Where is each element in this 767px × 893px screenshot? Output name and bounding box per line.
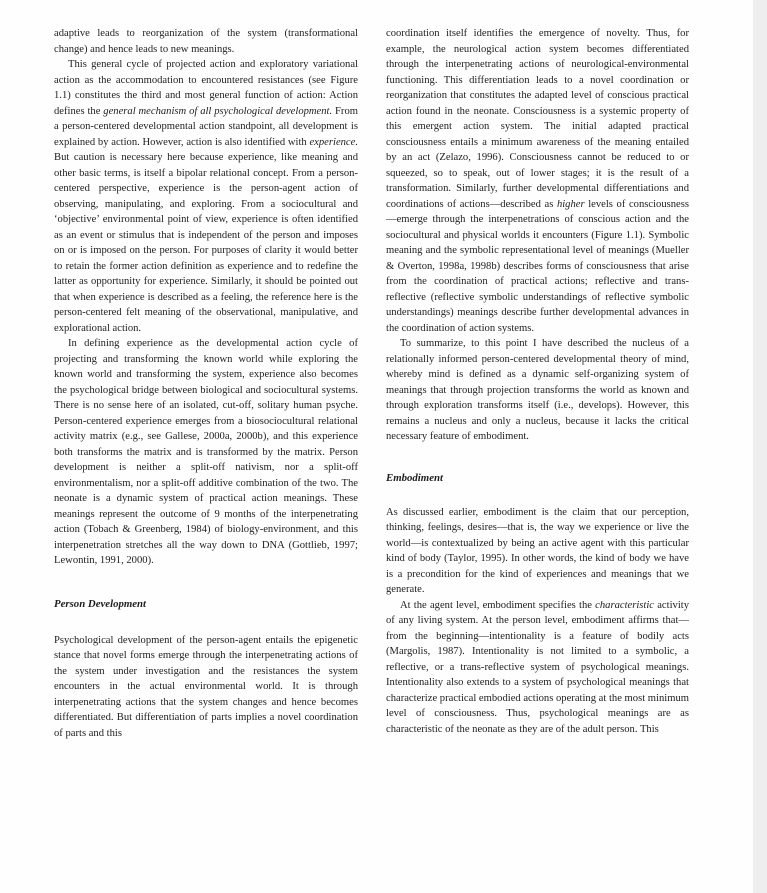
paragraph: To summarize, to this point I have described the nucleus of a relationally informed person-centered developmental theory of mind, whereby mind is defined as a dynamic self-organizing system of meanings that through projection transforms the world as known and through exploration transforms itself (i.e., develops). However, this remains a nucleus and only a nucleus, because it lacks the critical necessary feature of embodiment. [386,338,689,442]
paragraph [54,57,358,336]
paragraph: In defining experience as the developmental action cycle of projecting and transforming the known world while exploring the known world and transforming the system, experience also becomes the psychological bridge between biological and sociocultural systems. There is no sense here of an isolated, cut-off, solitary human psyche. Person-centered experience emerges from a biosociocultural relational activity matrix (e.g., see Gallese, 2000a, 2000b), and this experience both transforms the matrix and is transformed by the matrix. Person development is neither a split-off nativism, nor a split-off environmentalism, nor a split-off additive combination of the two. The neonate is a dynamic system of practical action meanings. These meanings represent the outcome of 9 months of the interpenetrating action (Tobach & Greenberg, 1984) of biology-environment, and this interpenetration stretches all the way down to DNA (Gottlieb, 1997; Lewontin, 1991, 2000). [54,338,358,566]
paragraph: adaptive leads to reorganization of the system (transformational change) and hence leads to new meanings. [54,28,358,55]
paragraph [386,26,689,336]
section-heading-person-development: Person Development [54,597,147,610]
emphasis-text: higher [556,198,585,210]
paragraph [386,598,689,738]
emphasis-text: experience. [309,136,358,148]
paragraph-text: coordination itself identifies the emergence of novelty. Thus, for example, the neurological action system becomes differentiated through the interpenetrating actions of neurological-environmental functioning. This differentiation leads to a novel coordination or reorganization that constitutes the adapted level of conscious practical action found in the neonate. Consciousness is a systemic property of this emergent action system. The initial adapted practical consciousness entails a minimum awareness of the meaning entailed by an act (Zelazo, 1996). Consciousness cannot be reduced to or squeezed, so to speak, out of lower stages; it is the result of a transformation. Similarly, further developmental differentiations and coordinations of actions—described as [386,28,689,210]
paragraph-text: From a person-centered developmental action standpoint, all development is explained by action. However, action is also identified with [54,105,358,148]
paragraph: Psychological development of the person-agent entails the epigenetic stance that novel forms emerge through the interpenetrating actions of the system under investigation and the resistances the system encounters in the actual environmental world. It is through interpenetrating actions that the system changes and hence becomes differentiated. But differentiation of parts implies a novel coordination of parts and this [54,634,358,739]
paragraph-text: This general cycle of projected action and exploratory variational action as the accommodation to encountered resistances (see Figure 1.1) constitutes the third and most general function of action: Action defines the [54,59,358,117]
paragraph-text: At the agent level, embodiment specifies the [400,599,596,611]
right-column [386,26,689,737]
scrollbar-track[interactable] [753,0,767,893]
emphasis-text: general mechanism of all psychological development. [103,105,333,117]
emphasis-text: characteristic [595,599,655,611]
paragraph-text: levels of consciousness—emerge through the interpenetrations of conscious action and the sociocultural and physical worlds it encounters (Figure 1.1). Symbolic meaning and the symbolic representational level of meanings (Mueller & Overton, 1998a, 1998b) describes forms of consciousness that arise from the coordination of practical actions; reflective and trans-reflective (reflective symbolic understandings of reflective symbolic understandings) meanings describe further developmental advances in the coordination of action systems. [386,198,689,334]
paragraph: As discussed earlier, embodiment is the claim that our perception, thinking, feelings, desires—that is, the way we experience or live the world—is contextualized by being an active agent with this particular kind of body (Taylor, 1995). In other words, the kind of body we have is a precondition for the kind of experiences and meanings that we generate. [386,506,689,595]
section-heading-embodiment: Embodiment [386,471,443,484]
left-column [54,26,358,741]
paragraph-text: But caution is necessary here because experience, like meaning and other basic terms, is itself a bipolar relational concept. From a person-centered perspective, experience is the person-agent action of observing, manipulating, and exploring. From a sociocultural and ‘objective’ environmental point of view, experience is often identified as an event or stimulus that is independent of the person and imposes on or is imposed on the person. For purposes of clarity it would better to retain the former action definition as experience and to redefine the latter as opportunity for experience. Similarly, it should be pointed out that when experience is described as a feeling, the reference here is the person-centered felt meaning of the observational, manipulative, and explorational action. [54,152,358,334]
paragraph-text: activity of any living system. At the person level, embodiment affirms that—from the beginning—intentionality is a feature of bodily acts (Margolis, 1987). Intentionality is not limited to a symbolic, a reflective, or a trans-reflective system of psychological meanings. Intentionality also extends to a system of psychological meanings that characterize practical embodied actions operating at the most minimum level of consciousness. Thus, psychological meanings are as characteristic of the neonate as they are of the adult person. This [386,599,689,735]
